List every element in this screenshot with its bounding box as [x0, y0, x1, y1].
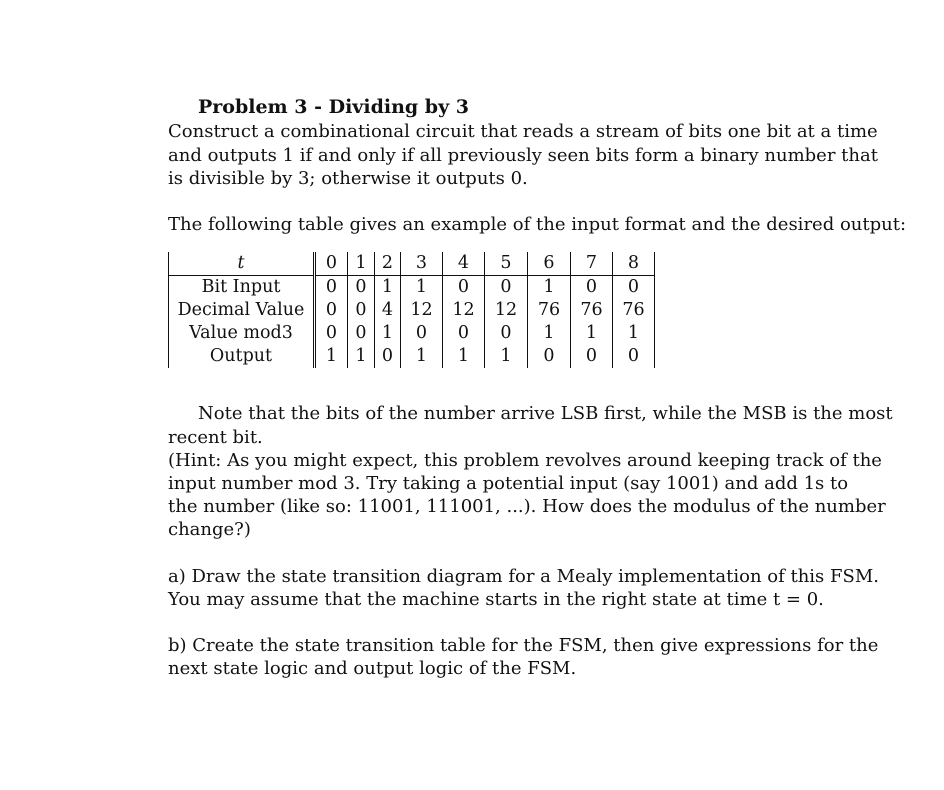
table-cell: 76: [571, 299, 613, 322]
t-cell: 0: [315, 252, 348, 276]
table-intro: The following table gives an example of the input format and the desired output:: [168, 214, 907, 235]
table-cell: 1: [613, 322, 655, 345]
table-cell: 0: [443, 322, 485, 345]
table-cell: 1: [315, 345, 348, 368]
hint-line: input number mod 3. Try taking a potential input (say 1001) and add 1s to: [168, 473, 849, 494]
table-cell: 0: [401, 322, 443, 345]
table-row: [169, 345, 655, 368]
header-label: t: [169, 252, 315, 276]
table-row: [169, 322, 655, 345]
hint-line: (Hint: As you might expect, this problem revolves around keeping track of the: [168, 450, 882, 471]
note-line: recent bit.: [168, 427, 263, 448]
table-cell: 12: [443, 299, 485, 322]
example-table: [168, 252, 655, 368]
table-cell: 0: [613, 276, 655, 300]
part-b-line: b) Create the state transition table for the FSM, then give expressions for the: [168, 635, 879, 656]
row-label: Value mod3: [169, 322, 315, 345]
table-cell: 12: [485, 299, 528, 322]
part-b-line: next state logic and output logic of the FSM.: [168, 658, 577, 679]
row-label: Decimal Value: [169, 299, 315, 322]
table-cell: 1: [485, 345, 528, 368]
table-cell: 1: [401, 345, 443, 368]
table-cell: 0: [348, 322, 375, 345]
table-cell: 0: [348, 299, 375, 322]
note-line: Note that the bits of the number arrive LSB first, while the MSB is the most: [198, 403, 893, 424]
table-cell: 1: [375, 276, 401, 300]
t-cell: 4: [443, 252, 485, 276]
table-cell: 0: [315, 322, 348, 345]
table-cell: 0: [485, 322, 528, 345]
table-cell: 1: [571, 322, 613, 345]
table-cell: 0: [571, 345, 613, 368]
table-cell: 0: [613, 345, 655, 368]
table-cell: 0: [315, 276, 348, 300]
table-cell: 1: [528, 276, 571, 300]
table-row: [169, 299, 655, 322]
table-cell: 0: [348, 276, 375, 300]
table-header-row: [169, 252, 655, 276]
t-cell: 6: [528, 252, 571, 276]
table-cell: 1: [401, 276, 443, 300]
part-a-line: a) Draw the state transition diagram for a Mealy implementation of this FSM.: [168, 566, 879, 587]
table-cell: 1: [443, 345, 485, 368]
table-cell: 1: [375, 322, 401, 345]
table-cell: 0: [571, 276, 613, 300]
table-cell: 0: [528, 345, 571, 368]
t-cell: 8: [613, 252, 655, 276]
t-cell: 7: [571, 252, 613, 276]
table-cell: 0: [375, 345, 401, 368]
table-cell: 76: [613, 299, 655, 322]
row-label: Output: [169, 345, 315, 368]
t-cell: 5: [485, 252, 528, 276]
table-cell: 0: [443, 276, 485, 300]
intro-line: is divisible by 3; otherwise it outputs 0.: [168, 168, 528, 189]
table-cell: 4: [375, 299, 401, 322]
t-cell: 3: [401, 252, 443, 276]
intro-line: Construct a combinational circuit that reads a stream of bits one bit at a time: [168, 121, 878, 142]
table-cell: 76: [528, 299, 571, 322]
table-row: [169, 276, 655, 300]
row-label: Bit Input: [169, 276, 315, 300]
table-cell: 1: [528, 322, 571, 345]
intro-line: and outputs 1 if and only if all previously seen bits form a binary number that: [168, 145, 878, 166]
problem-title: Problem 3 - Dividing by 3: [198, 96, 469, 118]
table-cell: 0: [315, 299, 348, 322]
t-cell: 1: [348, 252, 375, 276]
table-cell: 12: [401, 299, 443, 322]
t-cell: 2: [375, 252, 401, 276]
table-cell: 1: [348, 345, 375, 368]
part-a-line: You may assume that the machine starts in the right state at time t = 0.: [168, 589, 824, 610]
hint-line: the number (like so: 11001, 111001, ...). How does the modulus of the number: [168, 496, 886, 517]
hint-line: change?): [168, 519, 251, 540]
table-cell: 0: [485, 276, 528, 300]
